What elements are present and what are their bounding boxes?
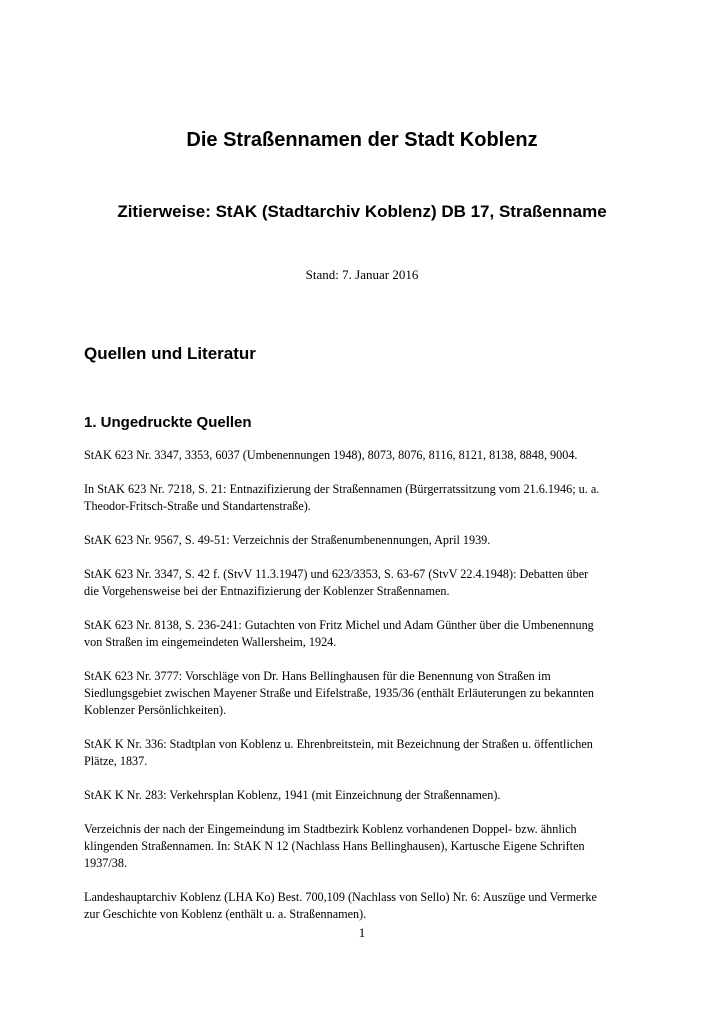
section-heading: Quellen und Literatur [84, 344, 256, 363]
source-entry [84, 532, 644, 549]
source-entry-line: Siedlungsgebiet zwischen Mayener Straße und Eifelstraße, 1935/36 (enthält Erläuterungen zu bekannten [84, 686, 595, 700]
source-entry [84, 481, 644, 515]
source-entry [84, 617, 644, 651]
source-entry-line: StAK 623 Nr. 3347, S. 42 f. (StvV 11.3.1947) und 623/3353, S. 63-67 (StvV 22.4.1948): Debatten über [84, 567, 589, 581]
source-list [84, 447, 644, 940]
source-entry-line: In StAK 623 Nr. 7218, S. 21: Entnazifizierung der Straßennamen (Bürgerratssitzung vom 21.6.1946; u. a. [84, 482, 600, 496]
source-entry-line: StAK K Nr. 283: Verkehrsplan Koblenz, 1941 (mit Einzeichnung der Straßennamen). [84, 788, 501, 802]
source-entry [84, 668, 644, 719]
source-entry-line: 1937/38. [84, 856, 127, 870]
source-entry-line: Landeshauptarchiv Koblenz (LHA Ko) Best. 700,109 (Nachlass von Sello) Nr. 6: Auszüge und Vermerke [84, 890, 597, 904]
source-entry-line: StAK 623 Nr. 3777: Vorschläge von Dr. Hans Bellinghausen für die Benennung von Straßen im [84, 669, 551, 683]
source-entry-line: zur Geschichte von Koblenz (enthält u. a. Straßennamen). [84, 907, 367, 921]
source-entry-line: StAK 623 Nr. 3347, 3353, 6037 (Umbenennungen 1948), 8073, 8076, 8116, 8121, 8138, 8848, 9004. [84, 448, 578, 462]
source-entry-line: Verzeichnis der nach der Eingemeindung im Stadtbezirk Koblenz vorhandenen Doppel- bzw. ähnlich [84, 822, 577, 836]
page-number: 1 [358, 925, 366, 940]
source-entry [84, 566, 644, 600]
source-entry-line: StAK 623 Nr. 9567, S. 49-51: Verzeichnis der Straßenumbenennungen, April 1939. [84, 533, 491, 547]
source-entry-line: die Vorgehensweise bei der Entnazifizierung der Koblenzer Straßennamen. [84, 584, 450, 598]
source-entry-line: StAK 623 Nr. 8138, S. 236-241: Gutachten von Fritz Michel und Adam Günther über die Umbenennung [84, 618, 594, 632]
source-entry [84, 447, 644, 464]
document-title: Die Straßennamen der Stadt Koblenz [186, 129, 538, 151]
source-entry-line: Koblenzer Persönlichkeiten). [84, 703, 227, 717]
stand-date: Stand: 7. Januar 2016 [305, 267, 419, 282]
source-entry [84, 821, 644, 872]
subsection-heading: 1. Ungedruckte Quellen [84, 414, 252, 431]
source-entry-line: StAK K Nr. 336: Stadtplan von Koblenz u. Ehrenbreitstein, mit Bezeichnung der Straßen u. öffentlichen [84, 737, 593, 751]
source-entry [84, 889, 644, 923]
source-entry-line: klingenden Straßennamen. In: StAK N 12 (Nachlass Hans Bellinghausen), Kartusche Eigene Schriften [84, 839, 585, 853]
source-entry [84, 736, 644, 770]
source-entry-line: Theodor-Fritsch-Straße und Standartenstraße). [84, 499, 311, 513]
source-entry-line: Plätze, 1837. [84, 754, 148, 768]
source-entry-line: von Straßen im eingemeindeten Wallersheim, 1924. [84, 635, 337, 649]
citation-note: Zitierweise: StAK (Stadtarchiv Koblenz) DB 17, Straßenname [117, 202, 607, 221]
source-entry [84, 787, 644, 804]
